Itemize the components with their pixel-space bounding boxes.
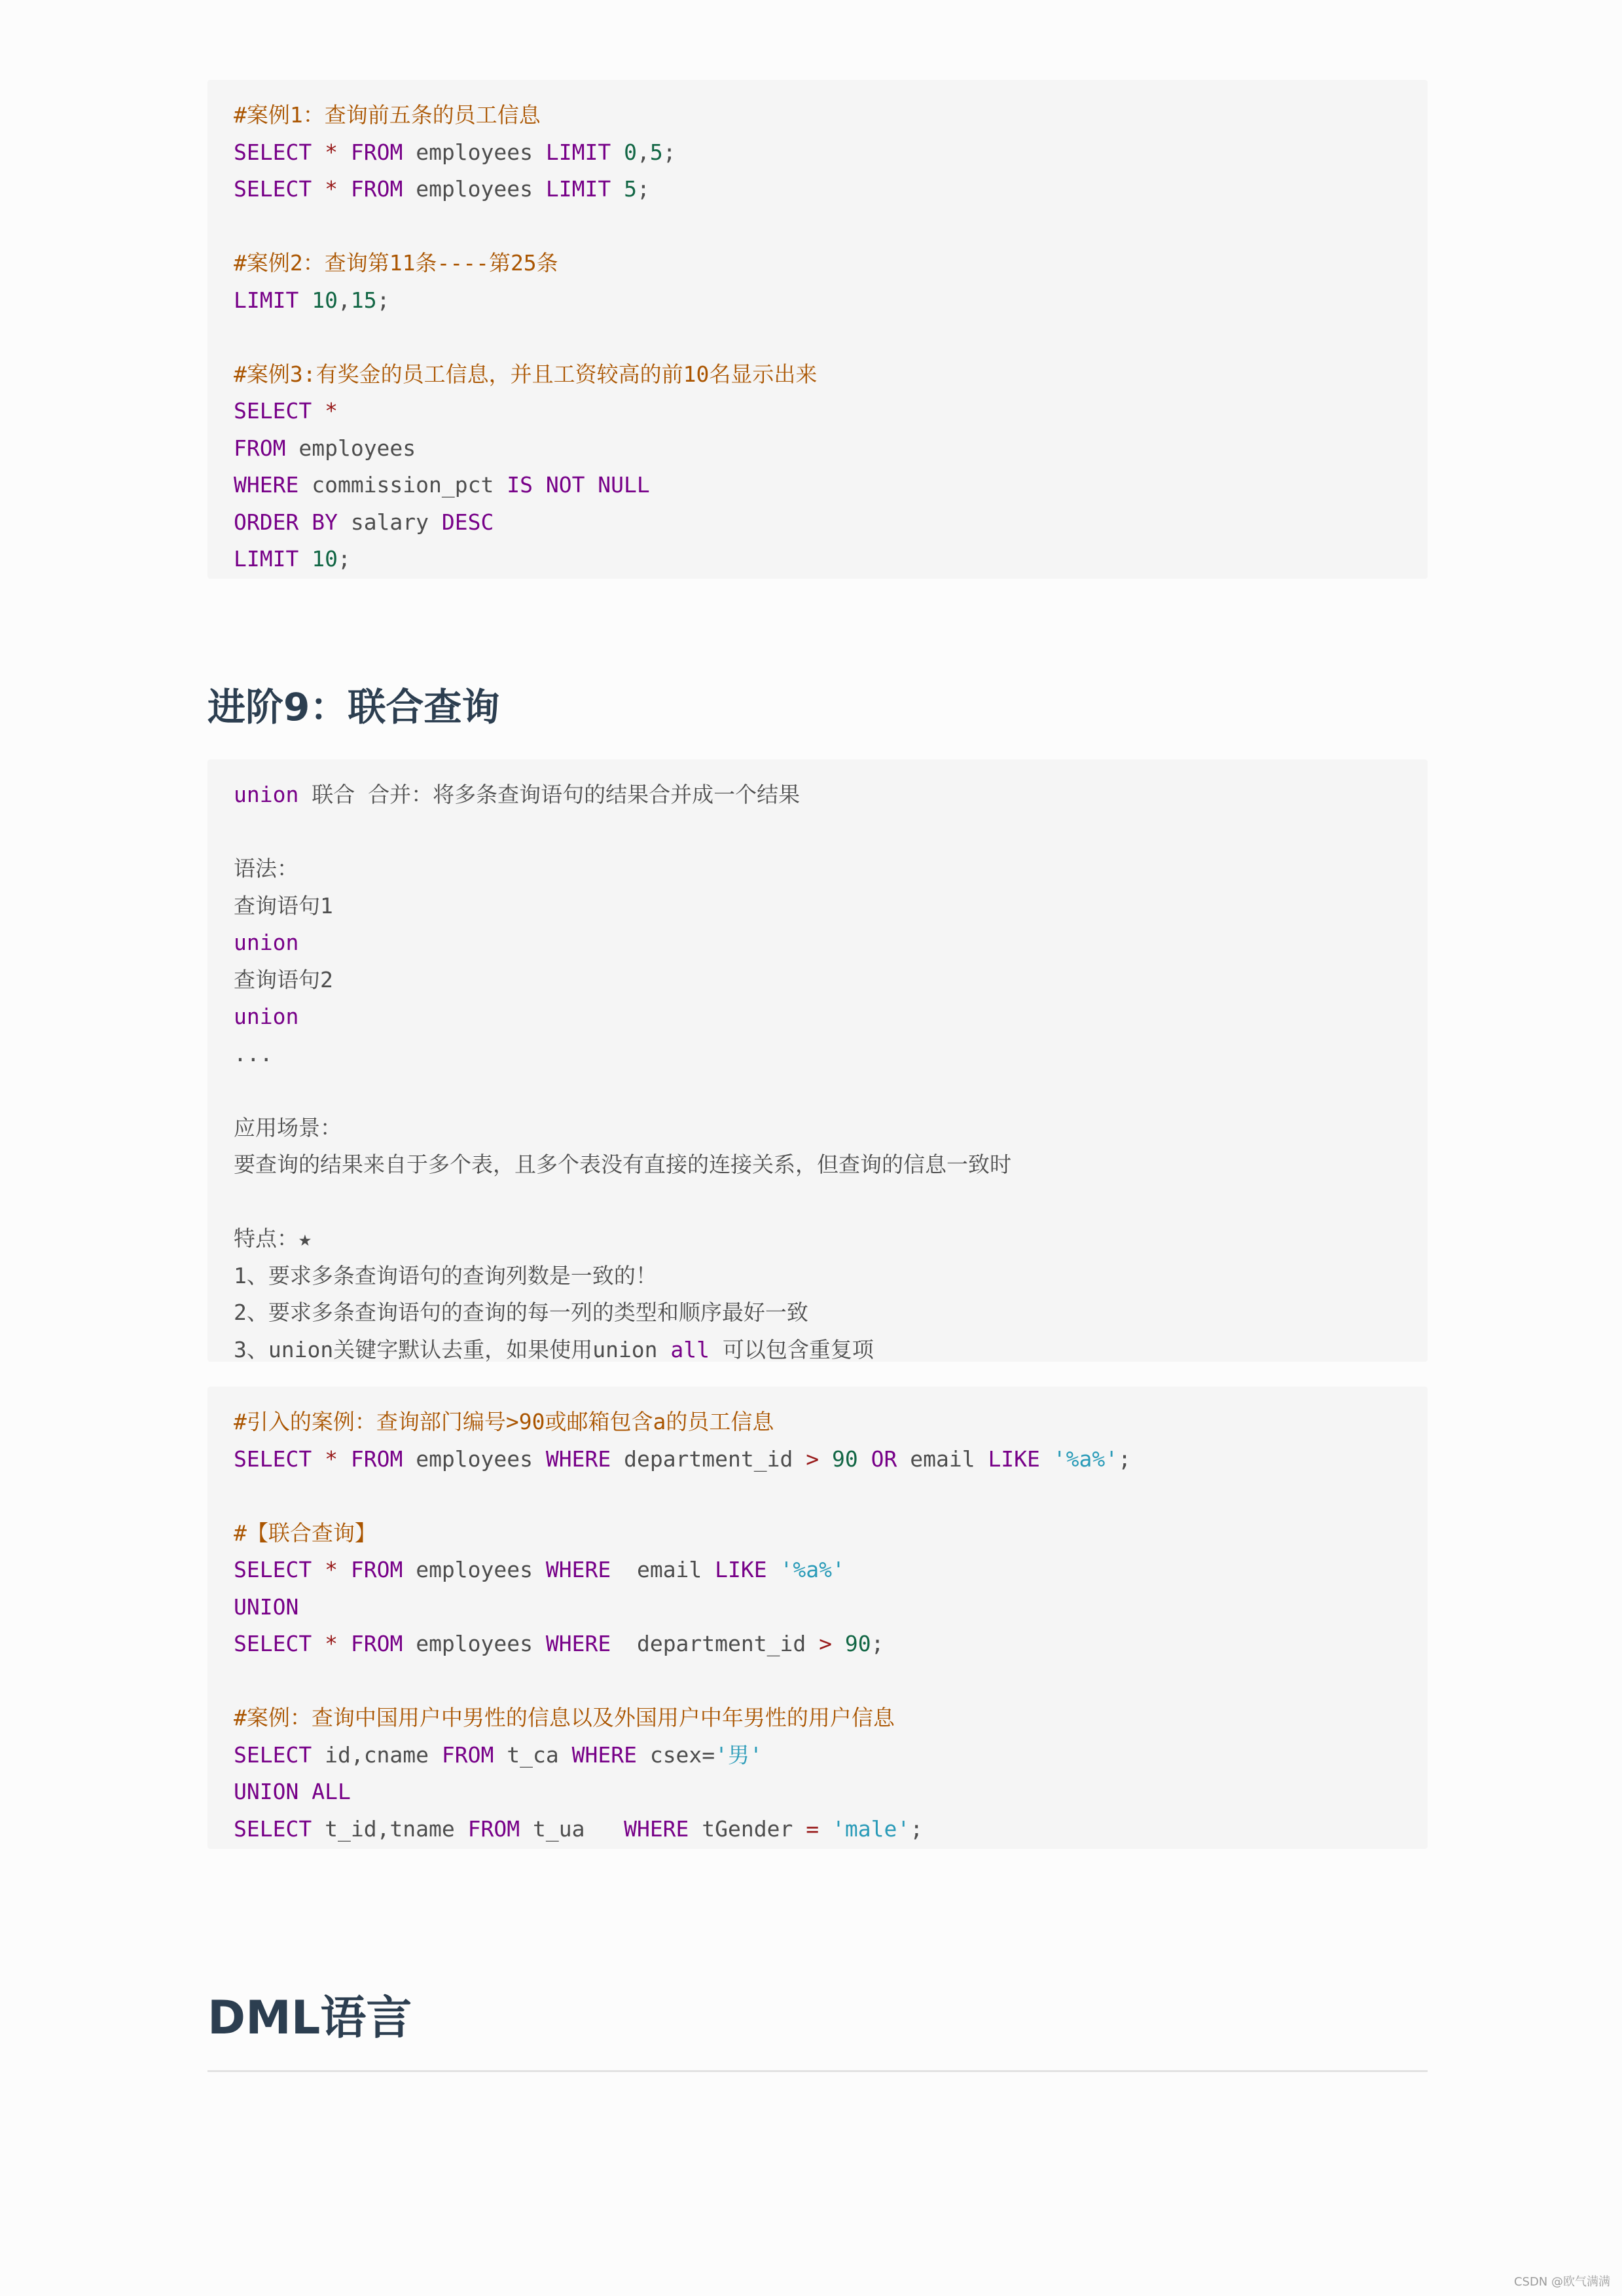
code-token-keyword: LIMIT bbox=[234, 287, 299, 313]
code-line bbox=[234, 1737, 1401, 1774]
code-line bbox=[234, 208, 1401, 246]
code-token-keyword: SELECT bbox=[234, 139, 312, 165]
code-token-keyword: union bbox=[234, 1004, 299, 1029]
code-token-operator: * bbox=[325, 176, 338, 202]
code-token-keyword: SELECT bbox=[234, 1815, 312, 1842]
code-token-keyword: OR bbox=[871, 1446, 897, 1472]
code-token-operator: * bbox=[325, 1446, 338, 1472]
code-token-text bbox=[611, 139, 624, 165]
code-token-keyword: WHERE bbox=[571, 1741, 637, 1768]
code-line bbox=[234, 814, 1401, 851]
code-token-keyword: FROM bbox=[467, 1815, 520, 1842]
code-token-comment: #引入的案例：查询部门编号>90或邮箱包含a的员工信息 bbox=[234, 1409, 774, 1434]
code-token-keyword: SELECT bbox=[234, 1557, 312, 1582]
code-token-text bbox=[338, 1446, 351, 1472]
code-token-operator: * bbox=[325, 1631, 338, 1656]
code-line bbox=[234, 1552, 1401, 1589]
code-block-limit-examples bbox=[207, 80, 1428, 579]
code-token-keyword: ORDER BY bbox=[234, 509, 338, 535]
code-line bbox=[234, 1663, 1401, 1700]
code-token-text: 应用场景： bbox=[234, 1114, 342, 1140]
code-line bbox=[234, 245, 1401, 282]
code-token-text: department_id bbox=[611, 1631, 820, 1656]
code-token-text bbox=[312, 176, 325, 202]
code-token-text: ; bbox=[871, 1631, 884, 1656]
code-line bbox=[234, 1811, 1401, 1848]
code-token-text bbox=[819, 1816, 832, 1842]
code-token-keyword: FROM bbox=[350, 1631, 403, 1656]
code-line bbox=[234, 924, 1401, 962]
code-line bbox=[234, 1589, 1401, 1626]
code-token-text bbox=[298, 546, 312, 572]
code-token-text: ; bbox=[662, 139, 676, 165]
code-token-string: '%a%' bbox=[780, 1557, 845, 1582]
code-line bbox=[234, 1110, 1401, 1147]
code-token-keyword: SELECT bbox=[234, 1446, 312, 1472]
code-token-keyword: SELECT bbox=[234, 398, 312, 424]
code-token-number: 10 bbox=[312, 546, 338, 572]
code-token-number: 5 bbox=[649, 139, 663, 165]
code-token-text: employees bbox=[403, 139, 546, 165]
code-token-string: '%a%' bbox=[1053, 1446, 1119, 1472]
code-line bbox=[234, 1332, 1401, 1369]
code-token-text: id,cname bbox=[312, 1741, 442, 1768]
code-token-text: t_ca bbox=[494, 1741, 572, 1768]
code-token-operator: * bbox=[325, 1557, 338, 1582]
code-line bbox=[234, 850, 1401, 888]
code-token-text bbox=[767, 1557, 780, 1582]
code-token-keyword: WHERE bbox=[545, 1557, 611, 1582]
code-token-text: csex= bbox=[636, 1741, 715, 1768]
code-line bbox=[234, 776, 1401, 814]
code-token-text bbox=[832, 1631, 845, 1656]
code-token-text bbox=[338, 1631, 351, 1656]
code-token-operator: = bbox=[806, 1815, 820, 1842]
code-token-text: , bbox=[636, 139, 650, 165]
code-token-keyword: FROM bbox=[350, 139, 403, 165]
code-line bbox=[234, 1184, 1401, 1221]
code-token-number: 0 bbox=[624, 139, 637, 165]
heading-divider bbox=[207, 2070, 1428, 2072]
code-token-text: ; bbox=[910, 1815, 924, 1842]
code-token-text: 3、union关键字默认去重，如果使用union bbox=[234, 1336, 671, 1362]
code-line bbox=[234, 1294, 1401, 1332]
code-line bbox=[234, 97, 1401, 134]
code-token-number: 90 bbox=[844, 1631, 871, 1656]
code-token-text bbox=[1040, 1446, 1053, 1472]
code-token-keyword: UNION ALL bbox=[234, 1779, 351, 1804]
code-token-keyword: LIMIT bbox=[545, 139, 611, 165]
code-line bbox=[234, 467, 1401, 504]
code-line bbox=[234, 998, 1401, 1036]
code-token-keyword: FROM bbox=[350, 1557, 403, 1582]
code-token-keyword: IS NOT NULL bbox=[507, 472, 650, 498]
code-token-text: commission_pct bbox=[298, 472, 507, 498]
code-token-keyword: union bbox=[234, 930, 299, 955]
code-token-keyword: SELECT bbox=[234, 1741, 312, 1768]
code-line bbox=[234, 1774, 1401, 1811]
code-token-comment: #案例：查询中国用户中男性的信息以及外国用户中年男性的用户信息 bbox=[234, 1705, 895, 1730]
code-token-operator: * bbox=[325, 398, 338, 424]
code-token-text: ; bbox=[376, 287, 390, 313]
code-token-keyword: WHERE bbox=[545, 1631, 611, 1656]
code-token-text: employees bbox=[403, 176, 546, 202]
code-token-text: 要查询的结果来自于多个表，且多个表没有直接的连接关系，但查询的信息一致时 bbox=[234, 1152, 1011, 1177]
code-line bbox=[234, 1626, 1401, 1663]
code-token-string: '男' bbox=[715, 1741, 763, 1768]
code-line bbox=[234, 1515, 1401, 1552]
code-token-text: 语法： bbox=[234, 856, 298, 881]
code-token-keyword: DESC bbox=[441, 509, 494, 535]
code-token-keyword: UNION bbox=[234, 1594, 299, 1620]
code-token-text bbox=[338, 176, 351, 202]
code-token-keyword: WHERE bbox=[234, 472, 299, 498]
code-token-operator: > bbox=[819, 1631, 832, 1656]
code-line bbox=[234, 430, 1401, 467]
code-token-keyword: all bbox=[670, 1336, 710, 1362]
code-token-text bbox=[312, 1557, 325, 1582]
code-token-text: email bbox=[897, 1446, 988, 1472]
code-token-keyword: union bbox=[234, 782, 299, 807]
code-block-union-notes bbox=[207, 759, 1428, 1362]
code-token-operator: * bbox=[325, 139, 338, 165]
code-line bbox=[234, 1441, 1401, 1478]
code-token-text: t_id,tname bbox=[312, 1815, 468, 1842]
code-token-text: employees bbox=[285, 435, 416, 461]
code-token-text bbox=[611, 176, 624, 202]
code-token-comment: #案例2：查询第11条----第25条 bbox=[234, 250, 558, 276]
code-token-keyword: LIKE bbox=[988, 1446, 1040, 1472]
code-line bbox=[234, 171, 1401, 208]
code-token-number: 5 bbox=[624, 176, 637, 202]
code-token-text bbox=[858, 1446, 871, 1472]
code-token-text bbox=[312, 139, 325, 165]
code-token-text: ; bbox=[1118, 1446, 1132, 1472]
code-token-text: department_id bbox=[611, 1446, 806, 1472]
code-token-text: 查询语句1 bbox=[234, 892, 333, 919]
code-token-text: 2、要求多条查询语句的查询的每一列的类型和顺序最好一致 bbox=[234, 1300, 808, 1325]
code-token-comment: #案例3:有奖金的员工信息，并且工资较高的前10名显示出来 bbox=[234, 361, 818, 387]
code-token-text: , bbox=[337, 287, 351, 313]
code-token-keyword: LIMIT bbox=[234, 546, 299, 572]
code-token-text: employees bbox=[403, 1446, 546, 1472]
code-token-number: 90 bbox=[831, 1446, 858, 1472]
code-token-text bbox=[338, 1557, 351, 1582]
code-token-number: 15 bbox=[350, 287, 377, 313]
code-line bbox=[234, 1700, 1401, 1737]
code-token-text: 联合 合并：将多条查询语句的结果合并成一个结果 bbox=[298, 782, 801, 807]
code-token-text: t_ua bbox=[520, 1815, 624, 1842]
code-token-string: 'male' bbox=[831, 1815, 910, 1842]
code-token-keyword: SELECT bbox=[234, 176, 312, 202]
code-line bbox=[234, 888, 1401, 925]
code-token-keyword: LIMIT bbox=[545, 176, 611, 202]
code-token-text: ... bbox=[234, 1040, 273, 1066]
code-line bbox=[234, 319, 1401, 356]
code-line bbox=[234, 962, 1401, 999]
code-token-comment: #【联合查询】 bbox=[234, 1520, 376, 1546]
code-token-text: 1、要求多条查询语句的查询列数是一致的！ bbox=[234, 1262, 657, 1288]
code-token-text bbox=[312, 398, 325, 424]
code-line bbox=[234, 1146, 1401, 1184]
code-token-text bbox=[298, 287, 312, 313]
code-token-keyword: WHERE bbox=[624, 1815, 689, 1842]
section-heading-union: 进阶9：联合查询 bbox=[207, 685, 500, 729]
code-line bbox=[234, 1072, 1401, 1110]
code-token-text bbox=[338, 139, 351, 165]
code-token-keyword: FROM bbox=[234, 435, 286, 461]
code-token-number: 10 bbox=[312, 287, 338, 313]
code-line bbox=[234, 134, 1401, 172]
code-token-text: 特点：★ bbox=[234, 1226, 312, 1251]
code-token-keyword: FROM bbox=[441, 1741, 494, 1768]
code-token-keyword: LIKE bbox=[715, 1557, 767, 1582]
code-token-text: 可以包含重复项 bbox=[710, 1336, 874, 1362]
code-line bbox=[234, 356, 1401, 393]
code-token-text: ; bbox=[337, 546, 351, 572]
code-line bbox=[234, 1478, 1401, 1515]
code-line bbox=[234, 282, 1401, 319]
code-token-text: tGender bbox=[689, 1815, 806, 1842]
code-line bbox=[234, 1258, 1401, 1295]
code-token-text: employees bbox=[403, 1557, 546, 1582]
code-line bbox=[234, 504, 1401, 541]
code-line bbox=[234, 541, 1401, 578]
code-token-text bbox=[312, 1631, 325, 1656]
code-line bbox=[234, 1036, 1401, 1073]
code-token-operator: > bbox=[806, 1446, 820, 1472]
code-token-text: email bbox=[611, 1557, 715, 1582]
code-line bbox=[234, 1220, 1401, 1258]
code-token-keyword: FROM bbox=[350, 176, 403, 202]
code-token-keyword: WHERE bbox=[545, 1446, 611, 1472]
code-token-text bbox=[819, 1446, 832, 1472]
code-token-text bbox=[312, 1446, 325, 1472]
code-block-union-examples bbox=[207, 1387, 1428, 1849]
code-token-comment: #案例1：查询前五条的员工信息 bbox=[234, 102, 541, 128]
code-token-text: salary bbox=[337, 509, 442, 535]
code-token-keyword: FROM bbox=[350, 1446, 403, 1472]
code-line bbox=[234, 1404, 1401, 1441]
code-token-keyword: SELECT bbox=[234, 1631, 312, 1656]
code-token-text: ; bbox=[636, 176, 650, 202]
watermark: CSDN @欧气满满 bbox=[1513, 2275, 1610, 2289]
code-token-text: 查询语句2 bbox=[234, 966, 333, 993]
section-heading-dml: DML语言 bbox=[207, 1991, 412, 2045]
code-token-text: employees bbox=[403, 1631, 546, 1656]
code-line bbox=[234, 393, 1401, 430]
